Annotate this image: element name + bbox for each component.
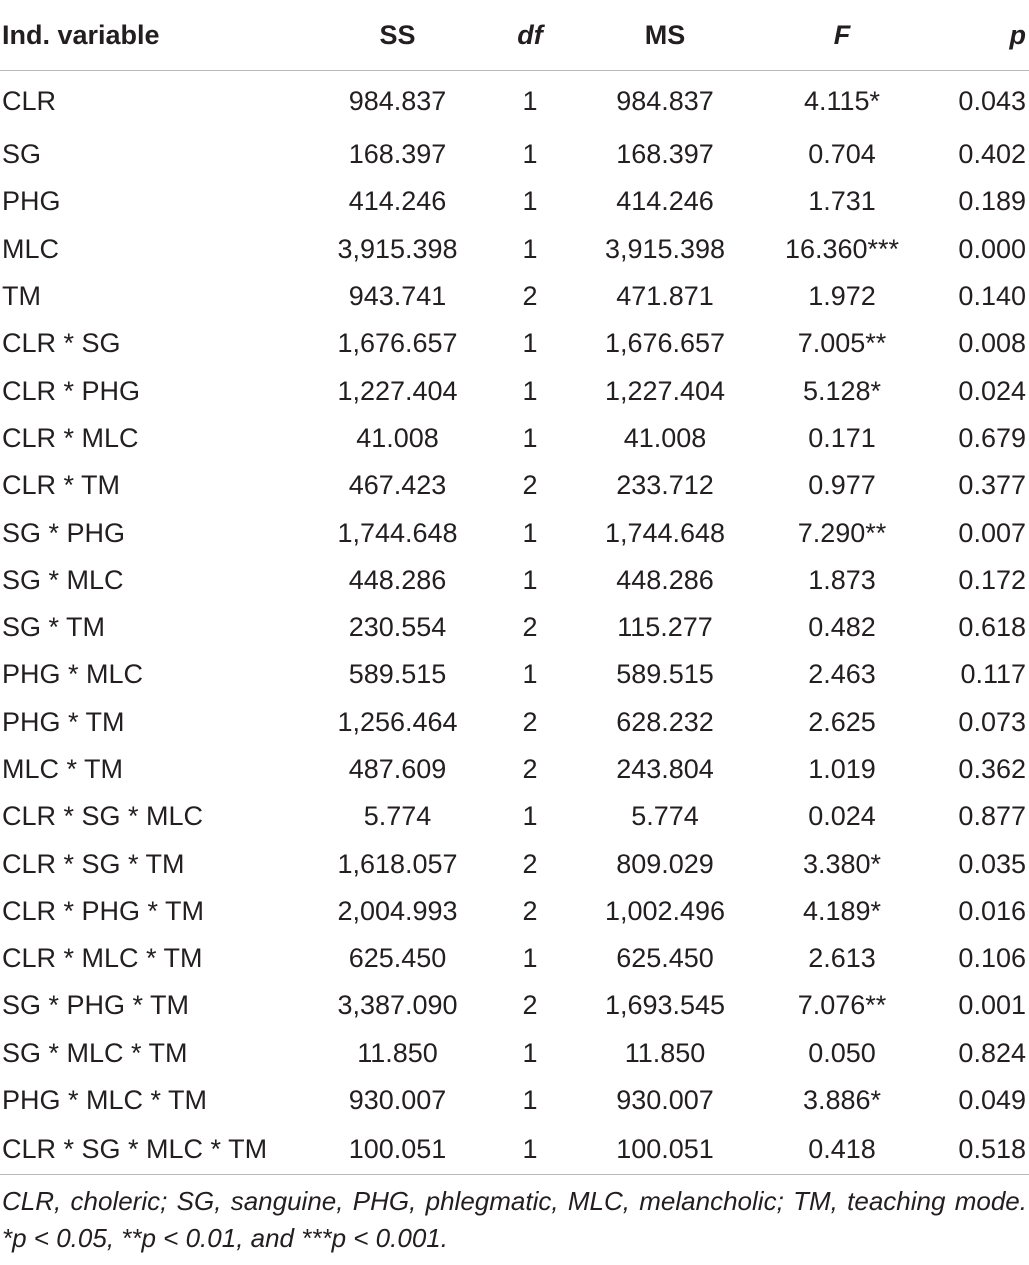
cell-f: 1.972 — [808, 281, 876, 312]
table-footnote: CLR, choleric; SG, sanguine, PHG, phlegmatic, MLC, melancholic; TM, teaching mode. *p < 0.05, **p < 0.01, and ***p < 0.001. — [2, 1186, 1027, 1254]
cell-p: 0.000 — [958, 233, 1026, 264]
cell-variable: CLR * PHG — [2, 375, 141, 406]
cell-ms: 115.277 — [617, 612, 713, 643]
cell-ms: 11.850 — [624, 1037, 706, 1068]
cell-ms: 41.008 — [623, 422, 707, 453]
table-row — [0, 367, 1029, 414]
table-row — [0, 604, 1029, 651]
table-row — [0, 462, 1029, 509]
cell-variable: CLR * TM — [2, 470, 121, 501]
cell-variable: CLR * MLC * TM — [2, 943, 203, 974]
cell-df: 1 — [522, 85, 538, 116]
cell-p: 0.172 — [958, 564, 1026, 595]
cell-ss: 984.837 — [348, 85, 447, 116]
cell-ss: 41.008 — [356, 422, 439, 453]
cell-ms: 589.515 — [616, 659, 714, 690]
cell-f: 0.050 — [808, 1037, 876, 1068]
cell-f: 0.418 — [765, 1124, 919, 1175]
cell-f: 3.886* — [802, 1085, 882, 1116]
cell-p: 0.117 — [960, 659, 1026, 690]
table-row — [0, 71, 1029, 132]
cell-p: 0.377 — [958, 470, 1026, 501]
table-row — [0, 1030, 1029, 1077]
cell-df: 2 — [522, 848, 538, 879]
cell-df: 2 — [522, 612, 538, 643]
cell-df: 1 — [522, 1037, 538, 1068]
cell-df: 2 — [522, 706, 538, 737]
cell-ss: 1,256.464 — [337, 706, 458, 737]
cell-df: 2 — [522, 754, 538, 784]
table-row — [0, 226, 1029, 273]
table-row — [0, 131, 1029, 178]
header-ind-variable: Ind. variable — [0, 0, 300, 71]
cell-f: 1.873 — [808, 564, 876, 595]
table-row — [0, 1077, 1029, 1124]
table-row — [0, 320, 1029, 367]
cell-ms: 243.804 — [616, 754, 714, 784]
cell-ss: 3,387.090 — [337, 990, 458, 1021]
cell-p: 0.035 — [958, 848, 1026, 879]
table-row — [0, 651, 1029, 698]
cell-ms: 100.051 — [565, 1124, 765, 1175]
cell-f: 7.290** — [797, 517, 887, 548]
cell-f: 0.704 — [808, 139, 876, 170]
table-row — [0, 415, 1029, 462]
cell-p: 0.049 — [958, 1085, 1026, 1116]
cell-variable: SG * TM — [2, 612, 106, 643]
table-row — [0, 557, 1029, 604]
cell-ms: 1,744.648 — [604, 517, 726, 548]
cell-ss: 168.397 — [348, 139, 447, 170]
cell-df: 2 — [522, 470, 538, 501]
cell-df: 2 — [522, 281, 538, 312]
cell-p: 0.140 — [958, 281, 1026, 312]
cell-ss: 5.774 — [363, 801, 432, 832]
cell-p: 0.016 — [958, 895, 1026, 926]
cell-variable: CLR * SG * MLC — [2, 801, 204, 832]
cell-p: 0.679 — [958, 422, 1026, 453]
cell-ms: 930.007 — [616, 1085, 714, 1116]
cell-ms: 233.712 — [616, 470, 714, 501]
header-ss: SS — [300, 0, 495, 71]
cell-ms: 984.837 — [616, 85, 714, 116]
cell-p: 0.024 — [958, 375, 1026, 406]
table-row — [0, 888, 1029, 935]
cell-p: 0.043 — [958, 85, 1026, 116]
cell-variable: PHG * TM — [2, 706, 125, 737]
table-row — [0, 746, 1029, 793]
cell-f: 1.019 — [808, 754, 876, 784]
cell-p: 0.106 — [958, 943, 1026, 974]
cell-f: 3.380* — [802, 848, 882, 879]
cell-df: 1 — [522, 186, 538, 217]
cell-ss: 11.850 — [357, 1037, 438, 1068]
cell-f: 0.024 — [808, 801, 876, 832]
cell-p: 0.618 — [958, 612, 1026, 643]
cell-p: 0.518 — [919, 1124, 1029, 1175]
cell-variable: SG * MLC — [2, 564, 124, 595]
cell-variable: CLR * PHG * TM — [2, 895, 205, 926]
table-row — [0, 840, 1029, 887]
cell-df: 1 — [495, 1124, 565, 1175]
cell-ss: 487.609 — [348, 754, 447, 784]
cell-variable: PHG * MLC — [2, 659, 144, 690]
table-row — [0, 935, 1029, 982]
cell-p: 0.402 — [958, 139, 1026, 170]
cell-df: 1 — [522, 1085, 538, 1116]
table-row — [0, 178, 1029, 225]
cell-f: 7.076** — [797, 990, 887, 1021]
cell-df: 1 — [522, 801, 538, 832]
cell-ms: 1,002.496 — [604, 895, 726, 926]
cell-df: 1 — [522, 422, 538, 453]
cell-variable: MLC * TM — [2, 754, 124, 784]
cell-p: 0.007 — [958, 517, 1026, 548]
cell-ss: 1,227.404 — [337, 375, 458, 406]
cell-ms: 448.286 — [616, 564, 714, 595]
cell-ss: 1,618.057 — [337, 848, 458, 879]
cell-ms: 625.450 — [616, 943, 714, 974]
cell-ss: 467.423 — [348, 470, 447, 501]
table-header — [0, 0, 1029, 71]
cell-ss: 1,676.657 — [337, 328, 458, 359]
cell-variable: TM — [2, 281, 41, 312]
header-row — [0, 0, 1029, 71]
cell-df: 1 — [522, 564, 538, 595]
table-row — [0, 1124, 1029, 1175]
cell-df: 1 — [522, 659, 538, 690]
cell-ms: 809.029 — [616, 848, 714, 879]
cell-p: 0.073 — [958, 706, 1026, 737]
cell-f: 5.128* — [802, 375, 882, 406]
cell-variable: CLR * MLC — [2, 422, 139, 453]
cell-df: 2 — [522, 895, 538, 926]
cell-variable: CLR * SG — [2, 328, 121, 359]
cell-ms: 1,227.404 — [604, 375, 726, 406]
cell-df: 2 — [522, 990, 538, 1021]
cell-ss: 943.741 — [348, 281, 447, 312]
cell-variable: SG * PHG * TM — [2, 990, 190, 1021]
cell-f: 0.171 — [808, 422, 876, 453]
table-row — [0, 793, 1029, 840]
table-row — [0, 509, 1029, 556]
cell-p: 0.824 — [958, 1037, 1026, 1068]
cell-ms: 168.397 — [616, 139, 714, 170]
cell-p: 0.001 — [958, 990, 1026, 1021]
cell-variable: SG — [2, 139, 42, 170]
cell-variable: CLR * SG * MLC * TM — [0, 1124, 300, 1175]
cell-ss: 930.007 — [348, 1085, 447, 1116]
cell-ss: 589.515 — [348, 659, 447, 690]
cell-ms: 628.232 — [616, 706, 714, 737]
cell-ms: 3,915.398 — [604, 233, 726, 264]
cell-df: 1 — [522, 328, 538, 359]
cell-variable: PHG * MLC * TM — [2, 1085, 208, 1116]
header-ms: MS — [565, 0, 765, 71]
table-row — [0, 273, 1029, 320]
cell-variable: SG * PHG — [2, 517, 126, 548]
cell-variable: PHG — [2, 186, 61, 217]
cell-ms: 5.774 — [631, 801, 699, 832]
cell-variable: CLR * SG * TM — [2, 848, 185, 879]
cell-ms: 414.246 — [616, 186, 714, 217]
header-df: df — [495, 0, 565, 71]
cell-p: 0.189 — [958, 186, 1026, 217]
cell-f: 4.115* — [803, 85, 881, 116]
table-row — [0, 982, 1029, 1029]
cell-f: 0.977 — [808, 470, 876, 501]
cell-f: 2.625 — [808, 706, 876, 737]
cell-df: 1 — [522, 139, 538, 170]
cell-variable: CLR — [2, 85, 57, 116]
cell-variable: SG * MLC * TM — [2, 1037, 188, 1068]
cell-p: 0.877 — [958, 801, 1026, 832]
table-row — [0, 699, 1029, 746]
cell-ss: 3,915.398 — [337, 233, 458, 264]
cell-f: 2.463 — [808, 659, 876, 690]
cell-f: 7.005** — [797, 328, 887, 359]
cell-df: 1 — [522, 517, 538, 548]
cell-f: 16.360*** — [784, 233, 900, 264]
cell-df: 1 — [522, 943, 538, 974]
cell-ms: 1,693.545 — [604, 990, 726, 1021]
cell-f: 0.482 — [808, 612, 876, 643]
cell-f: 1.731 — [808, 186, 876, 217]
cell-p: 0.008 — [958, 328, 1026, 359]
cell-ss: 2,004.993 — [337, 895, 458, 926]
cell-ms: 1,676.657 — [604, 328, 726, 359]
cell-ss: 448.286 — [348, 564, 447, 595]
cell-ms: 471.871 — [616, 281, 714, 312]
cell-f: 2.613 — [808, 943, 876, 974]
cell-f: 4.189* — [802, 895, 882, 926]
header-p: p — [919, 0, 1029, 71]
cell-ss: 230.554 — [348, 612, 447, 643]
cell-ss: 625.450 — [348, 943, 447, 974]
cell-ss: 100.051 — [300, 1124, 495, 1175]
cell-p: 0.362 — [958, 754, 1026, 784]
cell-df: 1 — [522, 233, 538, 264]
cell-df: 1 — [522, 375, 538, 406]
table-body — [0, 71, 1029, 1175]
header-f: F — [765, 0, 919, 71]
cell-ss: 414.246 — [348, 186, 447, 217]
cell-variable: MLC — [2, 233, 60, 264]
cell-ss: 1,744.648 — [337, 517, 458, 548]
